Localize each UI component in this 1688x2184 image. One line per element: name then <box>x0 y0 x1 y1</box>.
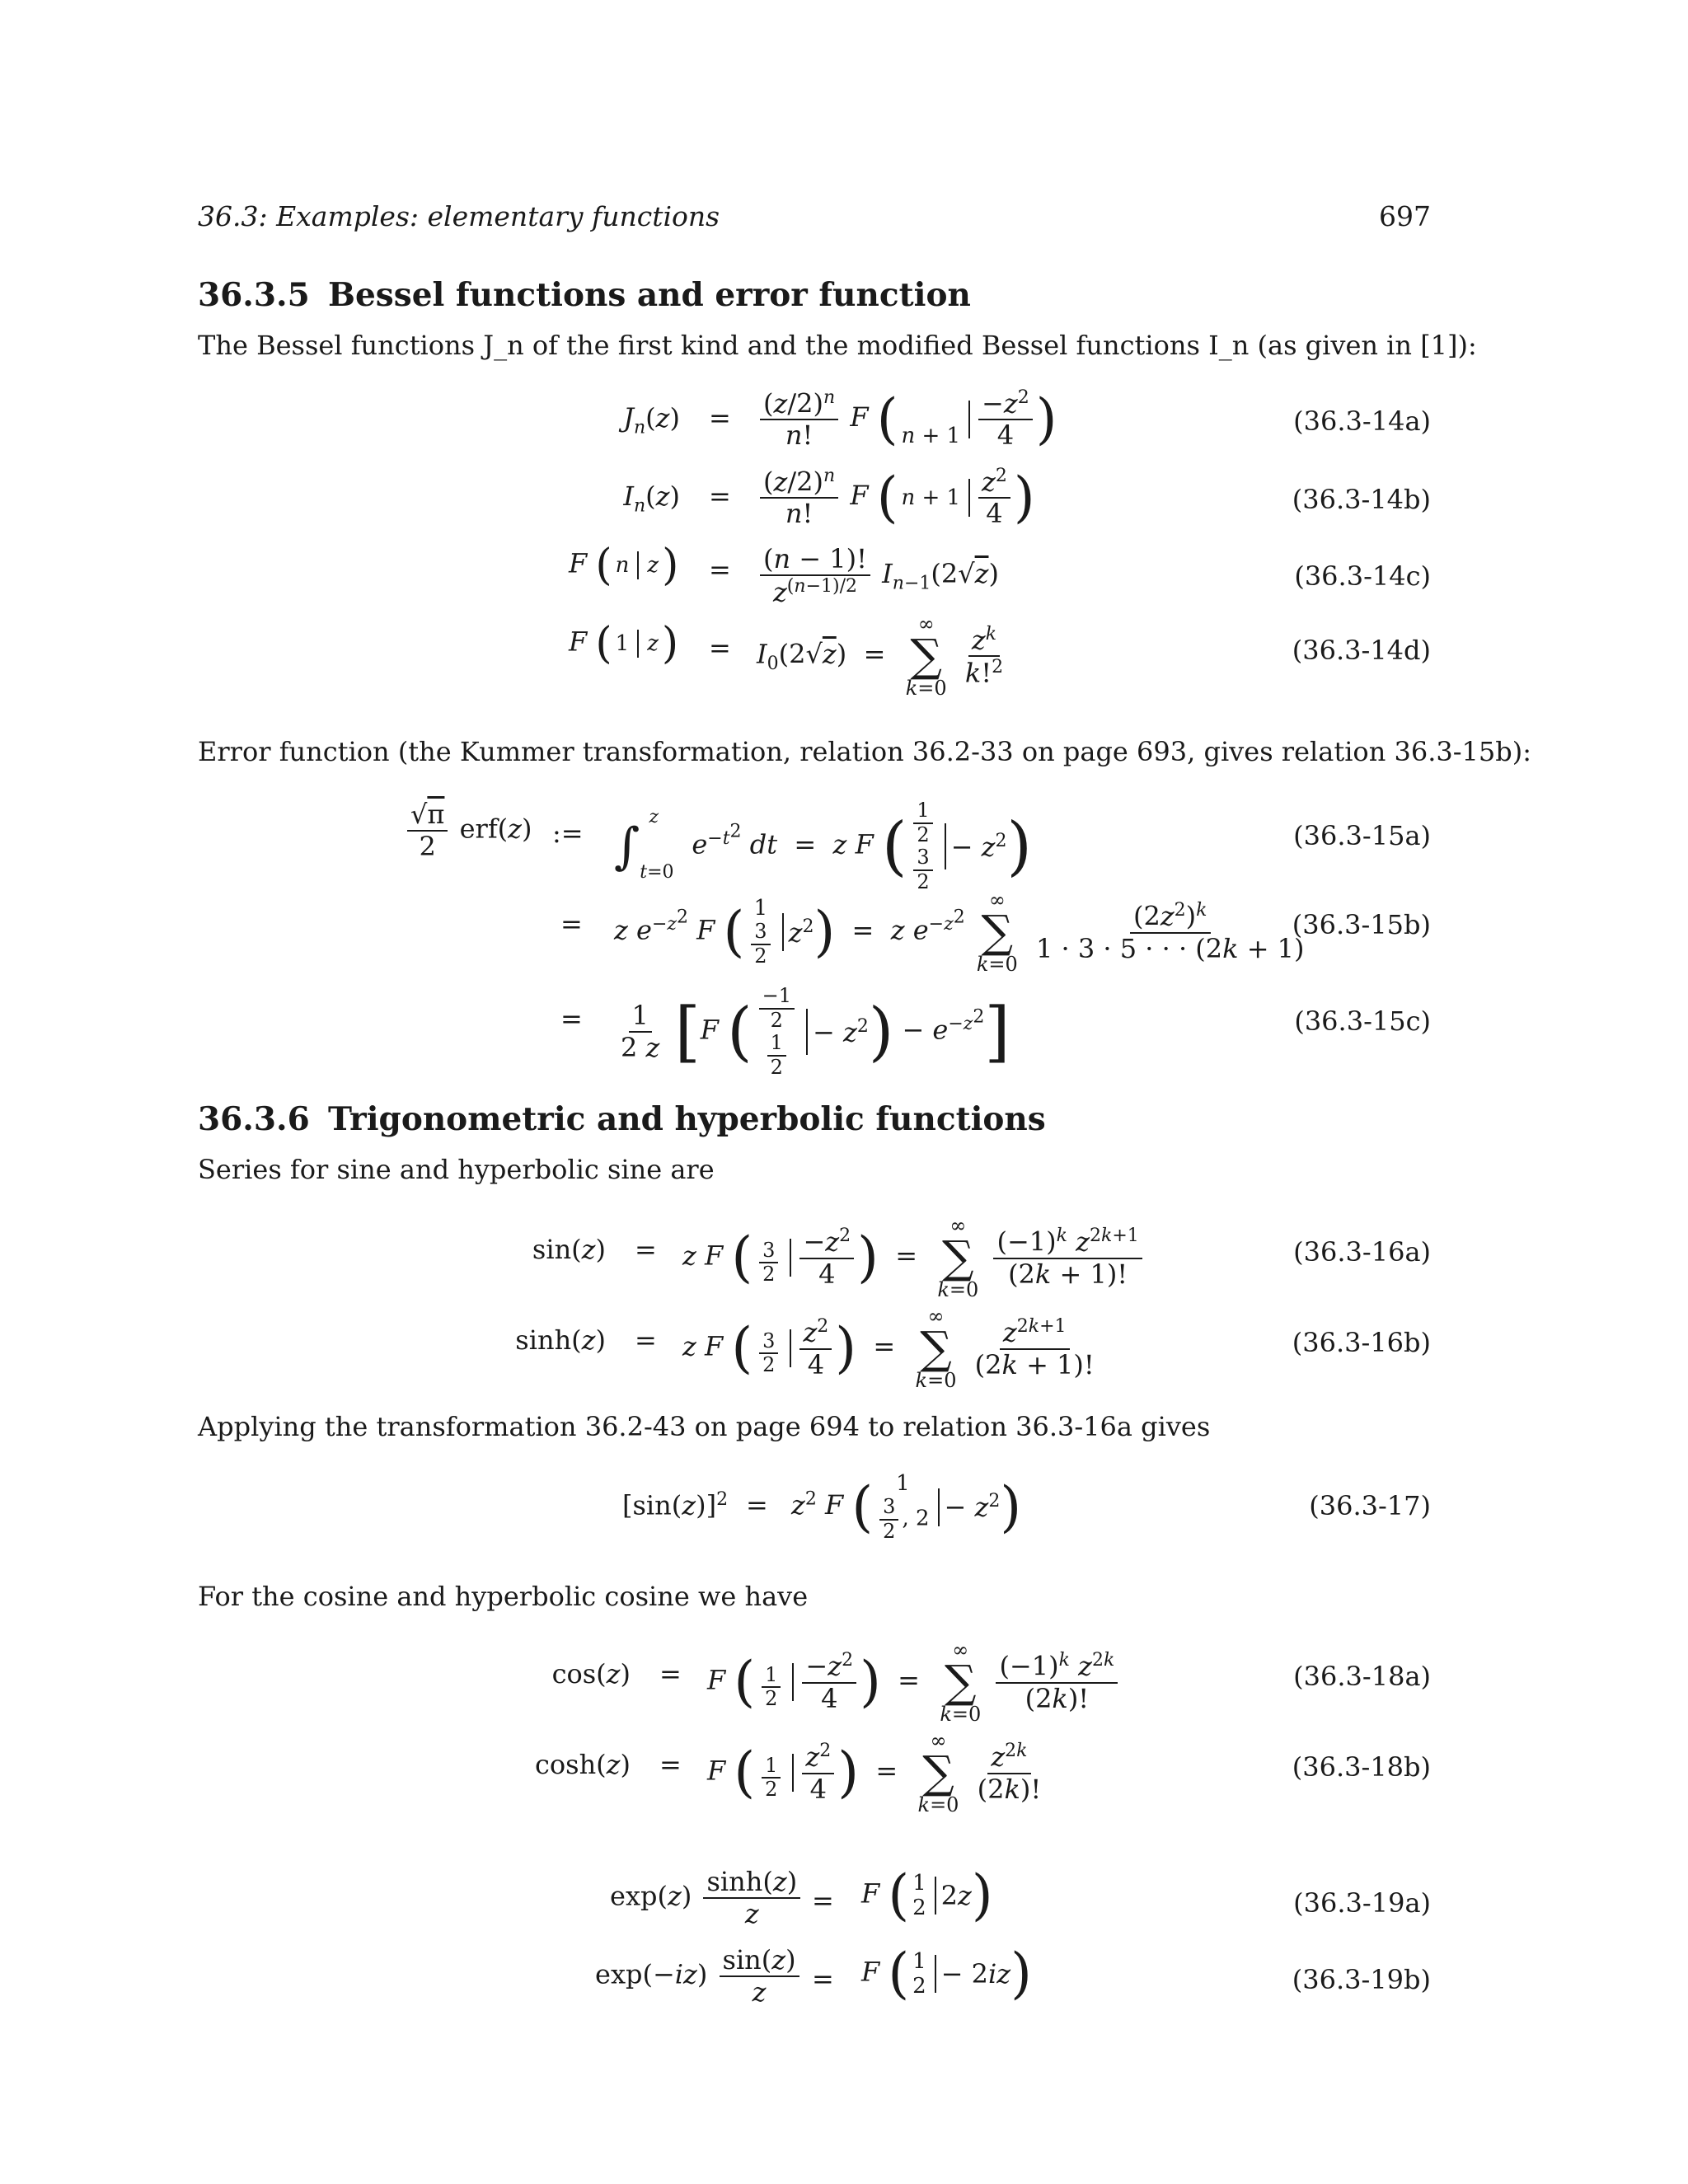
equation-number: (36.3-18b) <box>1292 1751 1431 1783</box>
equation-number: (36.3-16b) <box>1292 1327 1431 1358</box>
equation-number: (36.3-15a) <box>1293 820 1431 851</box>
equation-number: (36.3-14d) <box>1292 635 1431 666</box>
page-number: 697 <box>1379 200 1431 232</box>
section-title-trig <box>198 1100 1046 1138</box>
error-function-intro: Error function (the Kummer transformation, relation 36.2-33 on page 693, gives relation 36.3-15b): <box>198 736 1531 767</box>
section-number: 36.3.5 <box>198 276 310 314</box>
section-heading: Bessel functions and error function <box>328 276 971 314</box>
cosine-text: For the cosine and hyperbolic cosine we have <box>198 1581 809 1612</box>
bessel-intro: The Bessel functions J_n of the first kind and the modified Bessel functions I_n (as given in [1]): <box>198 330 1477 361</box>
document-page: 36.3: Examples: elementary functions 697 36.3.5 Bessel functions and error function The Bessel functions J_n of the first kind and the modified Bessel functions I_n (as given in [1]): $J_n(z)$ = $\frac{(z/2)^n}{n!}$ F ( n + 1 $\frac{-z^2}{4}$ ) (36.3-14a) $I_n(z)$ = $\frac{(z/2)^n}{n!}$ F ( n + 1 $\frac{z^2}{4}$ ) (36.3-14b) F ( n z ) = $\frac{(n - 1)!}{z^{(n-1)/2}}$ $I_{n-1}(2√z)$ (36.3-14c) F ( 1 z ) = $I_0(2√z)$ = ∞ ∑ k=0 $\frac{z^k}{k!^2}$ (36.3-14d) Error function (the Kummer transformation, relation 36.2-33 on page 693, gives relation 36.3-15b): $\frac{√\pi}{2}$ erf(z) := $\int_{t=0}^z$ $e^{-t^2}$ dt = z F ( $\frac{1}{2}$ $\frac{3}{2}$ − $z^2$ ) (36.3-15a) = z $e^{-z^2}$ F ( 1 $\frac{3}{2}$ $z^2$ ) = z $e^{-z^2}$ ∞ ∑ k=0 $\frac{(2z^2)^k}{1 \cdot 3 \cdot 5 \cdot \cdot \cdot (2k + 1)}$ (36.3-15b) = $\frac{1}{2 z}$ [F ( $\frac{-1}{2}$ $\frac{1}{2}$ − $z^2$ ) − $e^{-z^2}$] (36.3-15c) 36.3.6 Trigonometric and hyperbolic functions Series for sine and hyperbolic sine are sin(z) = z F ( $\frac{3}{2}$ $\frac{-z^2}{4}$ ) = ∞ ∑ k=0 $\frac{(-1)^k z^{2k+1}}{(2k + 1)!}$ (36.3-16a) sinh(z) = z F ( $\frac{3}{2}$ $\frac{z^2}{4}$ ) = ∞ ∑ k=0 $\frac{z^{2k+1}}{(2k + 1)!}$ (36.3-16b) Applying the transformation 36.2-43 on page 694 to relation 36.3-16a gives $[\sin(z)]^2$ = $z^2$ F ( 1 $\frac{3}{2}$ , 2 − $z^2$ ) (36.3-17) For the cosine and hyperbolic cosine we have cos(z) = F ( $\frac{1}{2}$ $\frac{-z^2}{4}$ ) = ∞ ∑ k=0 $\frac{(-1)^k z^{2k}}{(2k)!}$ (36.3-18a) cosh(z) = F ( $\frac{1}{2}$ $\frac{z^2}{4}$ ) = ∞ ∑ k=0 $\frac{z^{2k}}{(2k)!}$ (36.3-18b) exp(z) $\frac{\sinh(z)}{z}$ = F ( 1 2 2z ) (36.3-19a) exp(−iz) $\frac{\sin(z)}{z}$ = F ( 1 2 − 2iz ) (36.3-19b) <box>198 200 1531 2008</box>
equation-number: (36.3-15c) <box>1294 1005 1431 1037</box>
equation-number: (36.3-14a) <box>1293 405 1431 437</box>
equation-number: (36.3-15b) <box>1292 909 1431 940</box>
equation-number: (36.3-14c) <box>1294 560 1431 592</box>
equation-number: (36.3-17) <box>1309 1490 1431 1521</box>
running-head: 36.3: Examples: elementary functions <box>198 200 720 232</box>
equation-number: (36.3-18a) <box>1293 1661 1431 1692</box>
equation-number: (36.3-19a) <box>1293 1887 1431 1919</box>
equation-number: (36.3-14b) <box>1292 484 1431 515</box>
equation-number: (36.3-16a) <box>1293 1236 1431 1268</box>
transformation-text: Applying the transformation 36.2-43 on page 694 to relation 36.3-16a gives <box>198 1411 1211 1442</box>
trig-intro: Series for sine and hyperbolic sine are <box>198 1154 715 1185</box>
equation-number: (36.3-19b) <box>1292 1964 1431 1995</box>
section-heading: Trigonometric and hyperbolic functions <box>328 1100 1046 1138</box>
section-number: 36.3.6 <box>198 1100 310 1138</box>
section-title-bessel <box>198 276 971 314</box>
